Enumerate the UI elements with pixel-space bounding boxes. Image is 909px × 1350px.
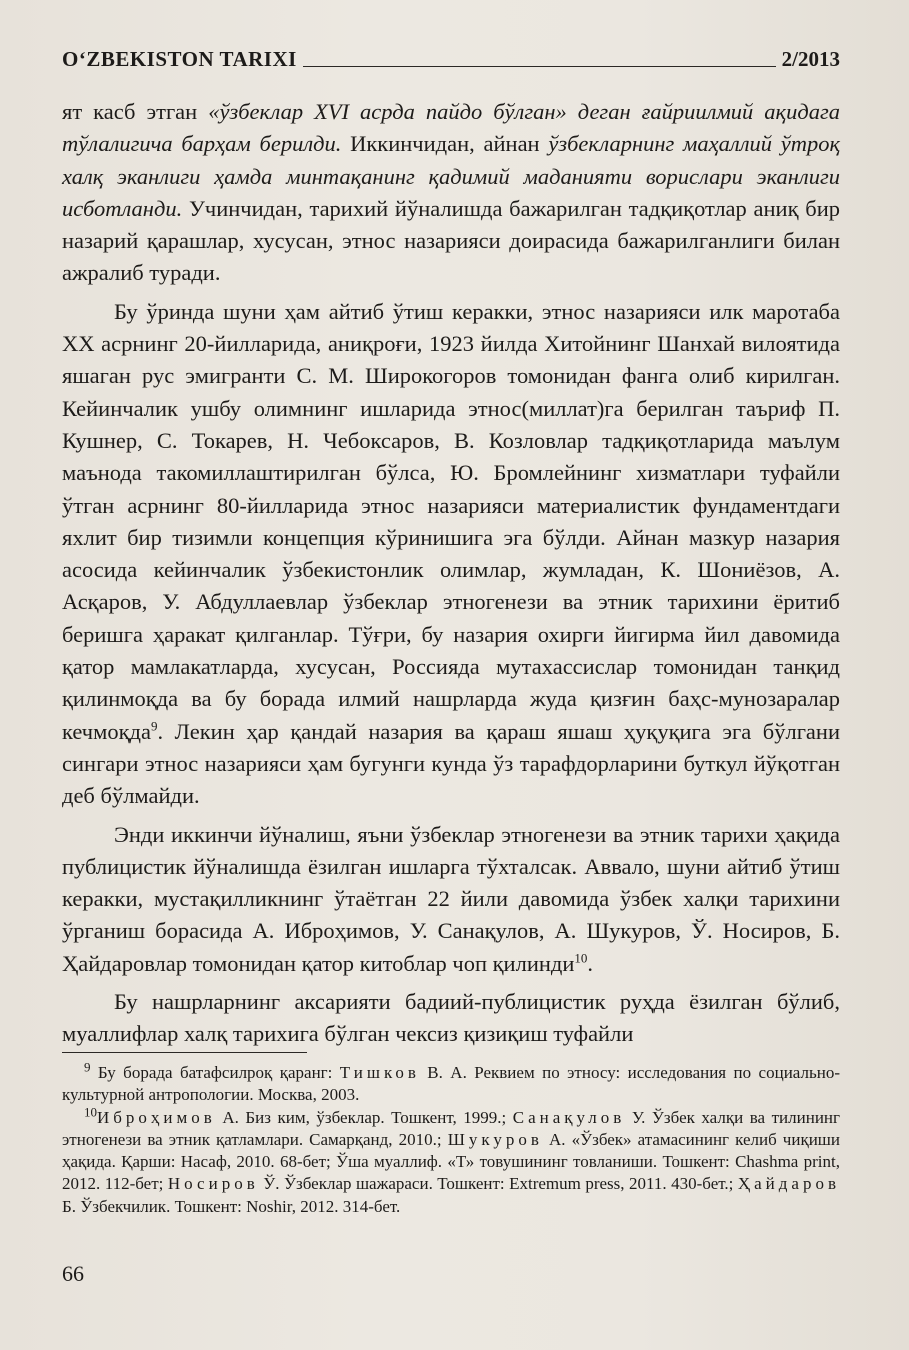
italic-phrase: ўзбекларнинг маҳаллий ўтроқ халқ эканлиги ҳамда минтақанинг қадимий маданияти ворислари эканлиги исботланди. [62,131,840,221]
running-header [62,36,840,70]
journal-title: O‘ZBEKISTON TARIXI [62,47,297,71]
footnote-10: $^{10}$Иброҳимов А. Биз ким, ўзбеклар. Тошкент, 1999.; Санақулов У. Ўзбек халқи ва тилининг этногенези ва этник қатламлари. Самарқанд, 2010.; Шукуров А. «Ўзбек» атамасининг келиб чиқиши ҳақида. Қарши: Насаф, 2010. 68-бет; Ўша муаллиф. «Т» товушининг товланиши. Тошкент: Chashma print, 2012. 112-бет; Носиров Ў. Ўзбеклар шажараси. Тошкент: Extremum press, 2011. 430-бет.; Ҳайдаров Б. Ўзбекчилик. Тошкент: Noshir, 2012. 314-бет. [62,1103,840,1216]
author-name: Шукуров [447,1129,543,1149]
author-name: Иброҳимов [97,1107,216,1127]
issue-number: 2/2013 [781,47,840,71]
paragraph-4: Бу нашрларнинг аксарияти бадиий-публицистик руҳда ёзилган бўлиб, муаллифлар халқ тарихига бўлган чексиз қизиқиш туфайли [62,989,840,1047]
header-rule [303,66,776,67]
paragraph-3: Энди иккинчи йўналиш, яъни ўзбеклар этногенези ва этник тарихи ҳақида публицистик йўналишда ёзилган ишларга тўхталсак. Аввало, шуни айтиб ўтиш керакки, мустақилликнинг ўтаётган 22 йили давомида ўзбек халқи тарихини ўрганиш борасида А. Иброҳимов, У. Санақулов, А. Шукуров, Ў. Носиров, Б. Ҳайдаровлар томонидан қатор китоблар чоп қилинди$^{10}$. [62,821,840,976]
author-name: Тишков [339,1063,420,1082]
footnotes [62,1059,840,1218]
footnote-ref-9[interactable]: 9 [150,718,158,734]
footnote-number: 9 [84,1059,91,1075]
paragraph-1: ят касб этган «ўзбеклар XVI асрда пайдо бўлган» деган ғайриилмий ақидага тўлалигича барҳам берилди. Иккинчидан, айнан ўзбекларнинг маҳаллий ўтроқ халқ эканлиги ҳамда минтақанинг қадимий маданияти ворислари эканлиги исботланди. Учинчидан, тарихий йўналишда бажарилган тадқиқотлар аниқ бир назарий қарашлар, хусусан, этнос назарияси доирасида бажарилганлиги билан ажралиб туради. [62,99,840,286]
italic-phrase: «ўзбеклар XVI асрда пайдо бўлган» деган ғайриилмий ақидага тўлалигича барҳам берилди. [62,99,840,157]
page-number: 66 [62,1261,84,1286]
author-name: Санақулов [512,1107,626,1127]
author-name: Ҳайдаров [737,1174,840,1194]
paragraph-2: Бу ўринда шуни ҳам айтиб ўтиш керакки, этнос назарияси илк маротаба XX асрнинг 20-йилларида, аниқроғи, 1923 йилда Хитойнинг Шанхай вилоятида яшаган рус эмигранти С. М. Широкогоров томонидан фанга олиб кирилган. Кейинчалик ушбу олимнинг ишларида этнос(миллат)га берилган таъриф П. Кушнер, С. Токарев, Н. Чебоксаров, В. Козловлар тадқиқотларида маълум маънода такомиллаштирилган бўлса, Ю. Бромлейнинг хизматлари туфайли ўтган асрнинг 80-йилларида этнос назарияси материалистик фундаментдаги яхлит бир тизимли концепция кўринишига эга бўлди. Айнан мазкур назария асосида кейинчалик ўзбекистонлик олимлар, жумладан, К. Шониёзов, А. Асқаров, У. Абдуллаевлар ўзбеклар этногенези ва этник тарихини ёритиб беришга ҳаракат қилганлар. Тўғри, бу назария охирги йигирма йил давомида қатор мамлакатларда, хусусан, Россияда мутахассислар томонидан танқид қилинмоқда ва бу борада илмий нашрларда жуда қизғин баҳс-мунозаралар кечмоқда$^9$. Лекин ҳар қандай назария ва қараш яшаш ҳуқуқига эга бўлгани сингари этнос назарияси ҳам бугунги кунда ўз тарафдорларини буткул йўқотган деб бўлмайди. [62,298,840,809]
footnote-number: 10 [84,1103,97,1119]
author-name: Носиров [167,1174,259,1194]
footnote-9: $^9$ Бу борада батафсилроқ қаранг: Тишков В. А. Реквием по этносу: исследования по социально-культурной антропологии. Москва, 2003. [62,1059,840,1105]
footnote-separator [62,1052,307,1053]
footnote-ref-10[interactable]: 10 [574,950,588,966]
body-text [62,96,840,1051]
